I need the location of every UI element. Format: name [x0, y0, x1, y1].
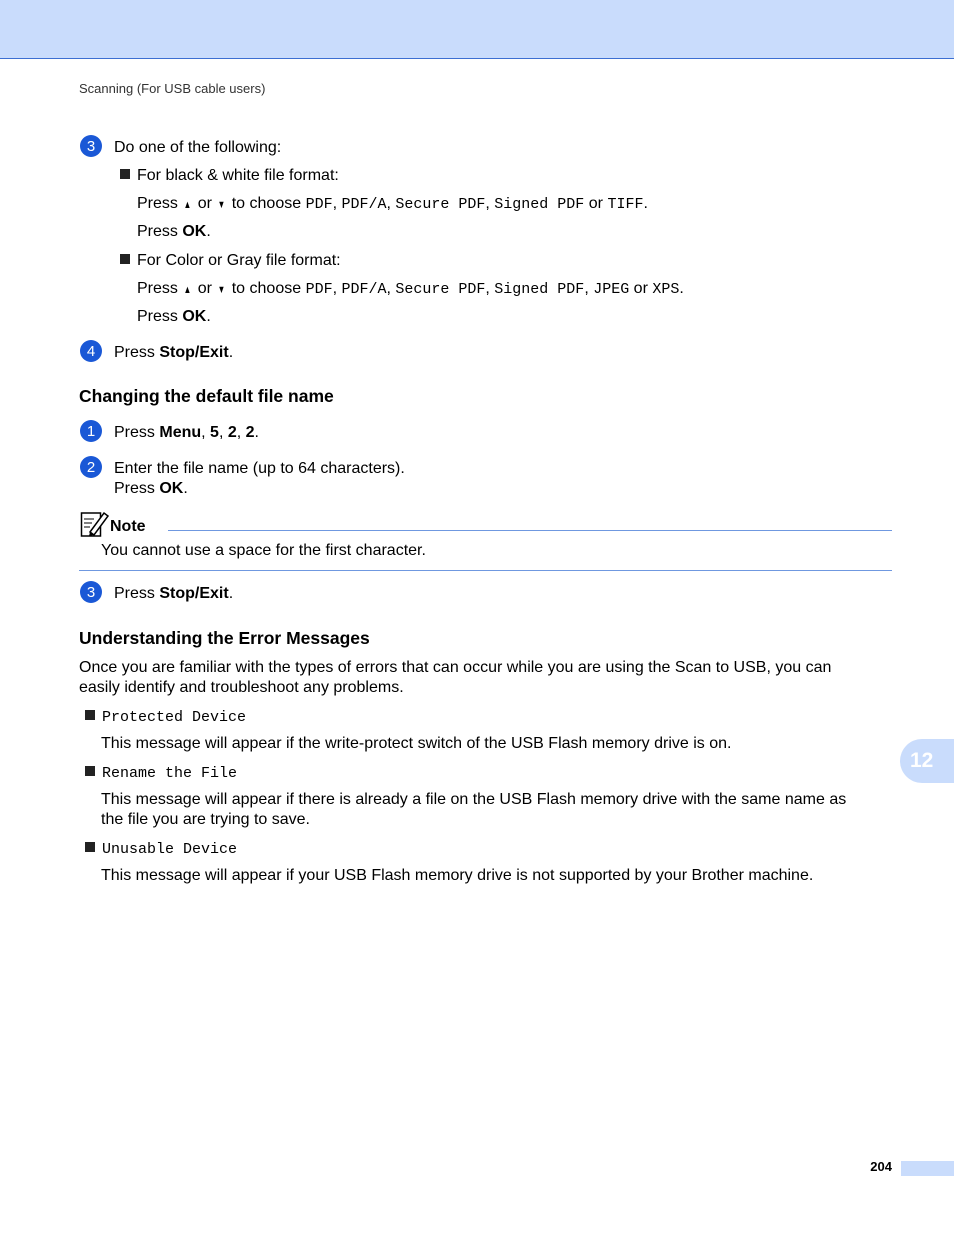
note-top-rule — [168, 530, 892, 531]
error-desc: This message will appear if your USB Flash memory drive is not supported by your Brother machine. — [101, 867, 814, 884]
section-heading-filename: Changing the default file name — [79, 386, 334, 406]
chapter-tab: 12 — [900, 739, 954, 783]
menu-key: Menu — [159, 424, 202, 441]
option-secure-pdf: Secure PDF — [395, 281, 486, 298]
option-jpeg: JPEG — [593, 281, 630, 298]
filename-step-1-text: Press Menu, 5, 2, 2. — [114, 424, 259, 441]
errors-intro-line-1: Once you are familiar with the types of errors that can occur while you are using the Scan to USB, you can — [79, 659, 832, 676]
bw-press-ok: Press OK. — [137, 223, 211, 240]
bw-format-label: For black & white file format: — [137, 167, 339, 184]
stop-exit-key: Stop/Exit — [159, 344, 229, 361]
down-arrow-icon: ▼ — [218, 199, 226, 211]
option-xps: XPS — [652, 281, 680, 298]
error-desc: This message will appear if the write-protect switch of the USB Flash memory drive is on. — [101, 735, 732, 752]
bw-format-item — [120, 166, 339, 186]
option-tiff: TIFF — [607, 196, 644, 213]
step-badge-3: 3 — [80, 135, 102, 157]
option-pdf: PDF — [305, 196, 333, 213]
option-pdfa: PDF/A — [341, 196, 387, 213]
press-word: Press — [137, 223, 178, 240]
or-word: or — [633, 280, 648, 297]
step-badge-4: 4 — [80, 340, 102, 362]
step-badge-1: 1 — [80, 420, 102, 442]
press-word: Press — [137, 280, 178, 297]
option-secure-pdf: Secure PDF — [395, 196, 486, 213]
note-text: You cannot use a space for the first character. — [101, 542, 426, 559]
step-4-text: Press Stop/Exit. — [114, 344, 234, 361]
bullet-square-icon — [85, 766, 95, 776]
or-word: or — [588, 195, 603, 212]
option-pdf: PDF — [305, 281, 333, 298]
error-item-rename — [85, 763, 237, 784]
up-arrow-icon: ▲ — [183, 284, 192, 296]
section-heading-errors: Understanding the Error Messages — [79, 628, 370, 648]
note-label: Note — [110, 518, 146, 535]
choose-word: to choose — [231, 280, 302, 297]
key-2: 2 — [227, 424, 237, 441]
color-press-ok: Press OK. — [137, 308, 211, 325]
note-bottom-rule — [79, 570, 892, 571]
step-3-text: Do one of the following: — [114, 139, 282, 156]
step-badge-3: 3 — [80, 581, 102, 603]
down-arrow-icon: ▼ — [218, 284, 226, 296]
error-code: Unusable Device — [102, 841, 238, 858]
filename-step-2-text: Enter the file name (up to 64 characters). — [114, 460, 405, 477]
note-pencil-icon — [80, 510, 110, 538]
bullet-square-icon — [120, 254, 130, 264]
option-pdfa: PDF/A — [341, 281, 387, 298]
press-word: Press — [114, 480, 155, 497]
color-format-label: For Color or Gray file format: — [137, 252, 341, 269]
page-number-bar — [901, 1161, 954, 1176]
step-badge-2: 2 — [80, 456, 102, 478]
color-format-item — [120, 251, 341, 271]
error-code: Protected Device — [102, 709, 247, 726]
running-header: Scanning (For USB cable users) — [79, 81, 266, 96]
press-word: Press — [137, 308, 178, 325]
filename-step-3-text: Press Stop/Exit. — [114, 585, 234, 602]
filename-step-2-press-ok: Press OK. — [114, 480, 188, 497]
press-word: Press — [137, 195, 178, 212]
color-choose-line: Press ▲ or ▼ to choose PDF, PDF/A, Secure PDF, Signed PDF, JPEG or XPS. — [137, 280, 684, 298]
ok-key: OK — [182, 308, 207, 325]
errors-intro-line-2: easily identify and troubleshoot any problems. — [79, 679, 404, 696]
choose-word: to choose — [231, 195, 302, 212]
option-signed-pdf: Signed PDF — [494, 196, 585, 213]
ok-key: OK — [182, 223, 207, 240]
error-desc: This message will appear if there is already a file on the USB Flash memory drive with the same name as — [101, 791, 847, 808]
stop-exit-key: Stop/Exit — [159, 585, 229, 602]
error-desc-cont: the file you are trying to save. — [101, 811, 310, 828]
press-word: Press — [114, 344, 155, 361]
option-signed-pdf: Signed PDF — [494, 281, 585, 298]
page-number: 204 — [870, 1159, 892, 1174]
or-word: or — [197, 195, 212, 212]
ok-key: OK — [159, 480, 184, 497]
bullet-square-icon — [120, 169, 130, 179]
up-arrow-icon: ▲ — [183, 199, 192, 211]
key-2: 2 — [245, 424, 255, 441]
top-header-band — [0, 0, 954, 59]
press-word: Press — [114, 424, 155, 441]
error-item-unusable — [85, 839, 237, 860]
error-code: Rename the File — [102, 765, 238, 782]
key-5: 5 — [210, 424, 219, 441]
bw-choose-line: Press ▲ or ▼ to choose PDF, PDF/A, Secure PDF, Signed PDF or TIFF. — [137, 195, 648, 213]
or-word: or — [197, 280, 212, 297]
press-word: Press — [114, 585, 155, 602]
bullet-square-icon — [85, 710, 95, 720]
bullet-square-icon — [85, 842, 95, 852]
error-item-protected — [85, 707, 246, 728]
